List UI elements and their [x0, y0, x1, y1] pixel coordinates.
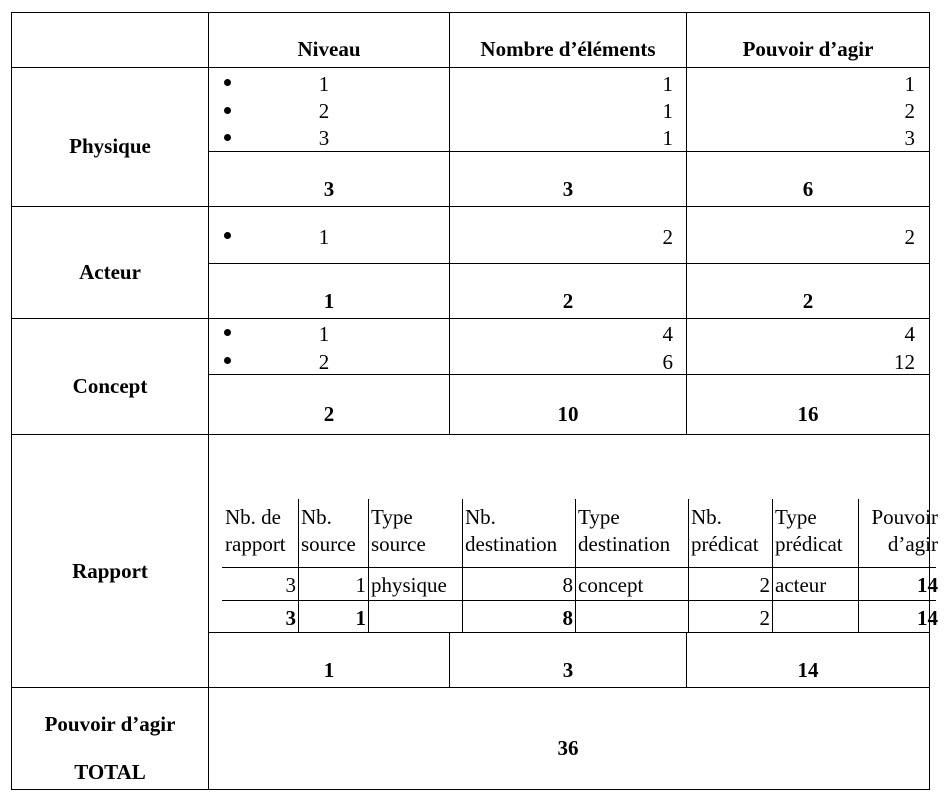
concept-level-2: 2 [318, 350, 330, 374]
header-divider [11, 67, 929, 68]
footer-total-value: 36 [557, 736, 579, 760]
physique-nombre-1: 1 [662, 72, 673, 96]
concept-total-pouvoir: 16 [797, 402, 819, 426]
footer-label-total: TOTAL [74, 760, 146, 784]
row-label-physique: Physique [69, 134, 151, 158]
subtable-divider [688, 499, 689, 632]
physique-total-pouvoir: 6 [802, 177, 814, 201]
physique-pouvoir-1: 1 [904, 72, 915, 96]
subtable-cell-nb-rapport: 3 [285, 573, 296, 597]
acteur-total-niveau: 1 [323, 289, 335, 313]
subtable-divider [368, 499, 369, 632]
subtable-total-nb-source: 1 [355, 606, 366, 630]
header-niveau: Niveau [297, 37, 361, 61]
concept-nombre-1: 4 [662, 322, 673, 346]
acteur-nombre-1: 2 [662, 225, 673, 249]
subtable-cell-pouvoir-agir: 14 [917, 573, 938, 597]
acteur-pouvoir-1: 2 [904, 225, 915, 249]
subtable-total-pouvoir-agir: 14 [917, 606, 938, 630]
nombre-column-divider [686, 12, 687, 434]
subtable-cell-type-source: physique [371, 573, 447, 597]
physique-level-3: 3 [318, 126, 330, 150]
header-pouvoir-agir: Pouvoir d’agir [742, 37, 874, 61]
subtable-header-divider [222, 567, 936, 568]
physique-level-2: 2 [318, 99, 330, 123]
subtable-header-nb-predicat: Nb. prédicat [691, 505, 759, 556]
rapport-total-pouvoir: 14 [797, 658, 819, 682]
nombre-column-divider-rapport [686, 632, 687, 688]
concept-level-1: 1 [318, 322, 330, 346]
subtable-row-divider [222, 600, 936, 601]
label-column-divider [208, 12, 209, 790]
rapport-total-niveau: 1 [323, 658, 335, 682]
subtable-divider [462, 499, 463, 632]
bullet-icon [224, 357, 231, 364]
subtable-divider [575, 499, 576, 632]
rapport-bottom [11, 687, 929, 688]
concept-total-niveau: 2 [323, 402, 335, 426]
subtable-cell-nb-source: 1 [355, 573, 366, 597]
subtable-cell-nb-predicat: 2 [759, 573, 770, 597]
subtable-header-type-destination: Type destination [578, 505, 671, 556]
physique-nombre-2: 1 [662, 99, 673, 123]
rapport-inner-divider [208, 632, 929, 633]
bullet-icon [224, 232, 231, 239]
physique-level-1: 1 [318, 72, 330, 96]
niveau-column-divider-rapport [449, 632, 450, 688]
bullet-icon [224, 107, 231, 114]
subtable-header-type-predicat: Type prédicat [775, 505, 843, 556]
concept-pouvoir-2: 12 [894, 350, 915, 374]
physique-total-niveau: 3 [323, 177, 335, 201]
row-label-acteur: Acteur [79, 260, 141, 284]
subtable-divider [772, 499, 773, 632]
physique-total-nombre: 3 [562, 177, 574, 201]
table-border-top [11, 12, 929, 13]
acteur-total-pouvoir: 2 [802, 289, 814, 313]
subtable-total-nb-rapport: 3 [285, 606, 296, 630]
concept-total-nombre: 10 [557, 402, 579, 426]
subtable-header-nb-source: Nb. source [301, 505, 356, 556]
physique-pouvoir-2: 2 [904, 99, 915, 123]
table-border-right [929, 12, 930, 790]
header-nombre-elements: Nombre d’éléments [480, 37, 656, 61]
bullet-icon [224, 134, 231, 141]
subtable-header-pouvoir-agir: Pouvoir d’agir [871, 505, 938, 556]
niveau-column-divider [449, 12, 450, 434]
subtable-total-nb-predicat: 2 [759, 606, 770, 630]
footer-label-pouvoir-agir: Pouvoir d’agir [44, 712, 176, 736]
rapport-total-nombre: 3 [562, 658, 574, 682]
bullet-icon [224, 79, 231, 86]
table-border-bottom [11, 789, 929, 790]
physique-nombre-3: 1 [662, 126, 673, 150]
concept-bottom [11, 434, 929, 435]
row-label-rapport: Rapport [72, 559, 148, 583]
table-border-left [11, 12, 12, 790]
acteur-level-1: 1 [318, 225, 330, 249]
acteur-bottom [11, 318, 929, 319]
subtable-divider [298, 499, 299, 632]
subtable-header-type-source: Type source [371, 505, 426, 556]
physique-bottom [11, 206, 929, 207]
concept-nombre-2: 6 [662, 350, 673, 374]
subtable-cell-type-destination: concept [578, 573, 644, 597]
subtable-cell-type-predicat: acteur [775, 573, 827, 597]
subtable-header-nb-destination: Nb. destination [465, 505, 558, 556]
concept-pouvoir-1: 4 [904, 322, 915, 346]
physique-pouvoir-3: 3 [904, 126, 915, 150]
acteur-inner-divider [208, 263, 929, 264]
concept-inner-divider [208, 374, 929, 375]
physique-inner-divider [208, 151, 929, 152]
acteur-total-nombre: 2 [562, 289, 574, 313]
subtable-total-nb-destination: 8 [562, 606, 573, 630]
subtable-divider [858, 499, 859, 632]
subtable-header-nb-rapport: Nb. de rapport [225, 505, 286, 556]
bullet-icon [224, 329, 231, 336]
subtable-cell-nb-destination: 8 [562, 573, 573, 597]
row-label-concept: Concept [72, 374, 148, 398]
